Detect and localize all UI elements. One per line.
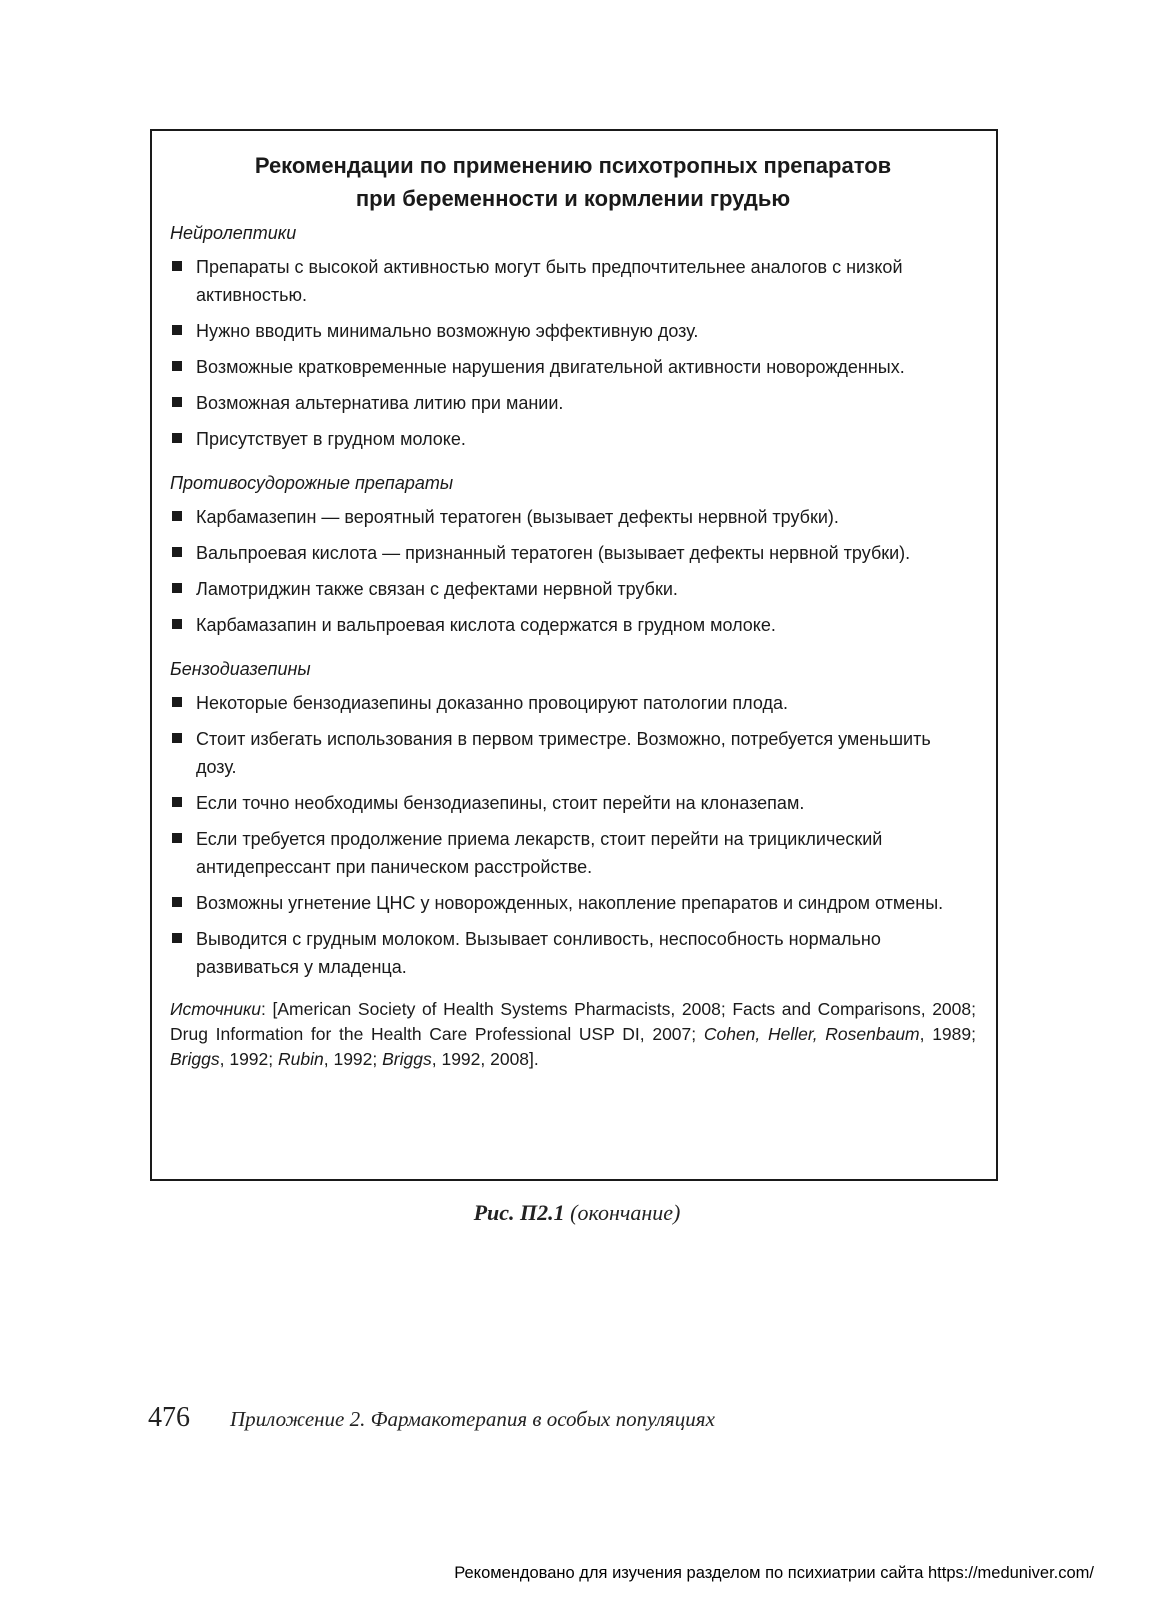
bullet-icon xyxy=(172,897,182,907)
list-item-text: Карбамазапин и вальпроевая кислота содержатся в грудном молоке. xyxy=(196,615,776,635)
page-footer xyxy=(148,1402,1048,1434)
figure-caption xyxy=(0,1200,1154,1226)
sources-text: , 1992, 2008]. xyxy=(431,1049,539,1069)
bullet-icon xyxy=(172,547,182,557)
page-number: 476 xyxy=(148,1402,190,1433)
bullet-icon xyxy=(172,397,182,407)
list-item xyxy=(170,353,976,381)
bullet-icon xyxy=(172,325,182,335)
list-item xyxy=(170,611,976,639)
running-title: Приложение 2. Фармакотерапия в особых популяциях xyxy=(230,1407,715,1431)
sources-text: : [American Society of Health Systems Pharmacists, 2008; Facts and Comparisons, 2008; Drug Information for the Health Care Professional USP DI, 2007; xyxy=(170,999,976,1044)
figure-label: Рис. П2.1 xyxy=(473,1200,565,1225)
watermark-note: Рекомендовано для изучения разделом по психиатрии сайта https://meduniver.com/ xyxy=(454,1564,1094,1582)
bullet-icon xyxy=(172,433,182,443)
bullet-icon xyxy=(172,933,182,943)
bullet-icon xyxy=(172,797,182,807)
section-heading: Нейролептики xyxy=(170,223,297,243)
list-item-text: Некоторые бензодиазепины доказанно провоцируют патологии плода. xyxy=(196,693,788,713)
list-item xyxy=(170,253,976,309)
section-heading: Бензодиазепины xyxy=(170,659,311,679)
section-heading: Противосудорожные препараты xyxy=(170,473,454,493)
list-item-text: Вальпроевая кислота — признанный тератоген (вызывает дефекты нервной трубки). xyxy=(196,543,911,563)
section-benzodiazepines xyxy=(170,657,976,981)
list-item xyxy=(170,825,976,881)
list-item xyxy=(170,539,976,567)
bullet-icon xyxy=(172,697,182,707)
figure-suffix: (окончание) xyxy=(564,1200,681,1225)
recommendation-box xyxy=(150,129,998,1181)
list-item-text: Карбамазепин — вероятный тератоген (вызывает дефекты нервной трубки). xyxy=(196,507,839,527)
bullet-list xyxy=(170,253,976,453)
sources-text: , 1989; xyxy=(919,1024,976,1044)
sources-author: Cohen, Heller, Rosenbaum xyxy=(703,1024,920,1044)
list-item xyxy=(170,575,976,603)
list-item xyxy=(170,389,976,417)
sources-label: Источники xyxy=(170,999,262,1019)
bullet-list xyxy=(170,689,976,981)
bullet-icon xyxy=(172,733,182,743)
bullet-icon xyxy=(172,361,182,371)
bullet-icon xyxy=(172,511,182,521)
bullet-list xyxy=(170,503,976,639)
sources-text: , 1992; xyxy=(219,1049,278,1069)
box-title xyxy=(170,149,976,215)
sources-author: Briggs xyxy=(382,1049,432,1069)
sources-text: , 1992; xyxy=(323,1049,383,1069)
list-item-text: Возможны угнетение ЦНС у новорожденных, накопление препаратов и синдром отмены. xyxy=(196,893,944,913)
list-item xyxy=(170,889,976,917)
box-title-line-1: Рекомендации по применению психотропных препаратов xyxy=(254,153,892,178)
bullet-icon xyxy=(172,619,182,629)
list-item xyxy=(170,925,976,981)
section-antipsychotics xyxy=(170,221,976,453)
list-item-text: Возможные кратковременные нарушения двигательной активности новорожденных. xyxy=(196,357,905,377)
list-item-text: Если требуется продолжение приема лекарств, стоит перейти на трициклический антидепрессант при паническом расстройстве. xyxy=(196,829,883,877)
list-item-text: Возможная альтернатива литию при мании. xyxy=(196,393,564,413)
box-title-line-2: при беременности и кормлении грудью xyxy=(355,186,791,211)
list-item xyxy=(170,725,976,781)
list-item-text: Препараты с высокой активностью могут быть предпочтительнее аналогов с низкой активностью. xyxy=(196,257,903,305)
section-anticonvulsants xyxy=(170,471,976,639)
list-item xyxy=(170,317,976,345)
list-item-text: Ламотриджин также связан с дефектами нервной трубки. xyxy=(196,579,678,599)
list-item-text: Если точно необходимы бензодиазепины, стоит перейти на клоназепам. xyxy=(196,793,805,813)
sources-author: Rubin xyxy=(278,1049,324,1069)
list-item-text: Присутствует в грудном молоке. xyxy=(196,429,466,449)
list-item-text: Нужно вводить минимально возможную эффективную дозу. xyxy=(196,321,699,341)
list-item-text: Выводится с грудным молоком. Вызывает сонливость, неспособность нормально развиваться у младенца. xyxy=(196,929,881,977)
list-item-text: Стоит избегать использования в первом триместре. Возможно, потребуется уменьшить дозу. xyxy=(196,729,931,777)
sources-author: Briggs xyxy=(170,1049,220,1069)
bullet-icon xyxy=(172,261,182,271)
sources-paragraph xyxy=(170,997,976,1072)
list-item xyxy=(170,689,976,717)
list-item xyxy=(170,425,976,453)
bullet-icon xyxy=(172,583,182,593)
bullet-icon xyxy=(172,833,182,843)
list-item xyxy=(170,789,976,817)
list-item xyxy=(170,503,976,531)
